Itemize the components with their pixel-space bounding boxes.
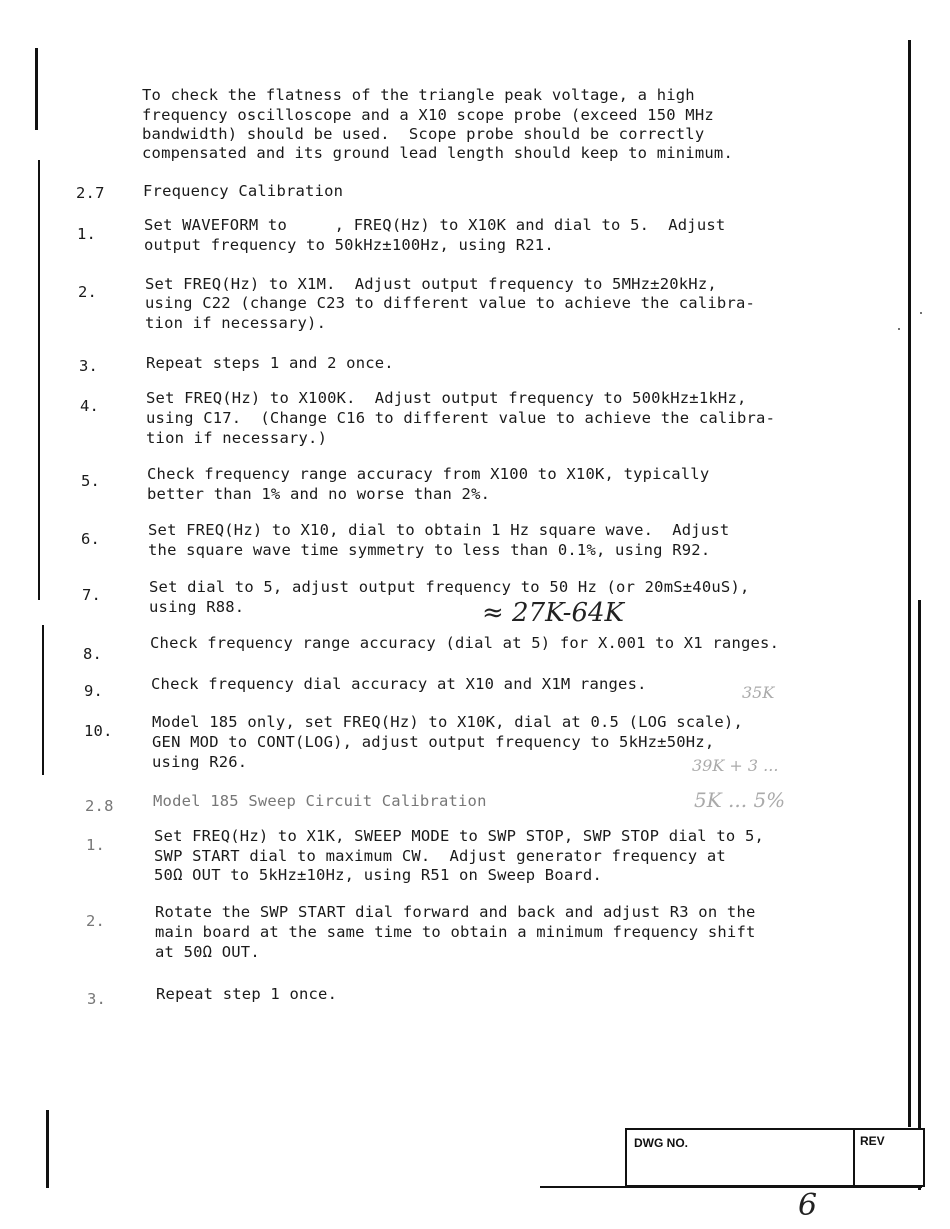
left-margin-rule-foot <box>46 1110 49 1188</box>
left-margin-rule-bottom <box>42 625 44 775</box>
step-line: Model 185 only, set FREQ(Hz) to X10K, dial at 0.5 (LOG scale), <box>152 713 743 731</box>
step-line: SWP START dial to maximum CW. Adjust generator frequency at <box>154 847 726 865</box>
right-margin-rule <box>908 40 911 1127</box>
handwritten-margin-note: 39K + 3 ... <box>692 756 779 775</box>
intro-line: To check the flatness of the triangle peak voltage, a high <box>142 86 695 104</box>
step-line: at 50Ω OUT. <box>155 943 260 961</box>
step-line: the square wave time symmetry to less than 0.1%, using R92. <box>148 541 711 559</box>
page-number: 6 <box>798 1188 818 1223</box>
step-number: 3. <box>79 357 99 375</box>
step-line: tion if necessary.) <box>146 429 328 447</box>
right-margin-rule-lower <box>918 600 921 1190</box>
title-block-divider <box>853 1130 855 1185</box>
step-number: 7. <box>82 586 102 604</box>
rev-label: REV <box>860 1134 885 1148</box>
step-line: Check frequency range accuracy (dial at 5) for X.001 to X1 ranges. <box>150 634 780 652</box>
step-number: 6. <box>81 530 101 548</box>
scan-speck <box>920 312 922 314</box>
dwg-no-label: DWG NO. <box>634 1136 688 1150</box>
intro-line: frequency oscilloscope and a X10 scope probe (exceed 150 MHz <box>142 106 714 124</box>
step-number: 5. <box>81 472 101 490</box>
step-line: using R88. <box>149 598 245 616</box>
step-line: Set FREQ(Hz) to X100K. Adjust output frequency to 500kHz±1kHz, <box>146 389 747 407</box>
step-number: 2. <box>78 283 98 301</box>
step-line: 50Ω OUT to 5kHz±10Hz, using R51 on Sweep Board. <box>154 866 602 884</box>
handwritten-margin-note: 35K <box>742 683 775 702</box>
step-line: Set FREQ(Hz) to X10, dial to obtain 1 Hz square wave. Adjust <box>148 521 730 539</box>
step-line: Set dial to 5, adjust output frequency to 50 Hz (or 20mS±40uS), <box>149 578 750 596</box>
step-line: output frequency to 50kHz±100Hz, using R21. <box>144 236 554 254</box>
section-number: 2.8 <box>85 797 114 815</box>
step-number: 1. <box>86 836 106 854</box>
step-line: Check frequency dial accuracy at X10 and X1M ranges. <box>151 675 647 693</box>
step-number: 4. <box>80 397 100 415</box>
step-line: main board at the same time to obtain a minimum frequency shift <box>155 923 756 941</box>
step-line: Set FREQ(Hz) to X1K, SWEEP MODE to SWP STOP, SWP STOP dial to 5, <box>154 827 765 845</box>
title-block <box>625 1128 925 1187</box>
step-line: using R26. <box>152 753 248 771</box>
step-line: Set WAVEFORM to , FREQ(Hz) to X10K and dial to 5. Adjust <box>144 216 726 234</box>
step-line: tion if necessary). <box>145 314 327 332</box>
step-number: 2. <box>86 912 106 930</box>
step-line: Repeat steps 1 and 2 once. <box>146 354 394 372</box>
step-number: 8. <box>83 645 103 663</box>
left-margin-rule-top <box>35 48 38 130</box>
step-line: Check frequency range accuracy from X100 to X10K, typically <box>147 465 710 483</box>
step-number: 9. <box>84 682 104 700</box>
handwritten-margin-note: 5K ... 5% <box>694 788 786 812</box>
step-line: using C17. (Change C16 to different value to achieve the calibra- <box>146 409 776 427</box>
left-margin-rule-middle <box>38 160 40 600</box>
step-line: GEN MOD to CONT(LOG), adjust output frequency to 5kHz±50Hz, <box>152 733 715 751</box>
handwritten-range-note: ≈ 27K-64K <box>482 598 624 628</box>
step-number: 1. <box>77 225 97 243</box>
step-line: Rotate the SWP START dial forward and back and adjust R3 on the <box>155 903 756 921</box>
intro-line: bandwidth) should be used. Scope probe should be correctly <box>142 125 705 143</box>
section-number: 2.7 <box>76 184 105 202</box>
step-number: 10. <box>84 722 113 740</box>
intro-line: compensated and its ground lead length should keep to minimum. <box>142 144 733 162</box>
step-line: Repeat step 1 once. <box>156 985 338 1003</box>
section-title: Frequency Calibration <box>143 182 344 200</box>
step-line: Set FREQ(Hz) to X1M. Adjust output frequency to 5MHz±20kHz, <box>145 275 717 293</box>
section-title: Model 185 Sweep Circuit Calibration <box>153 792 487 810</box>
step-line: better than 1% and no worse than 2%. <box>147 485 491 503</box>
step-number: 3. <box>87 990 107 1008</box>
step-line: using C22 (change C23 to different value to achieve the calibra- <box>145 294 756 312</box>
scan-speck <box>898 328 900 330</box>
